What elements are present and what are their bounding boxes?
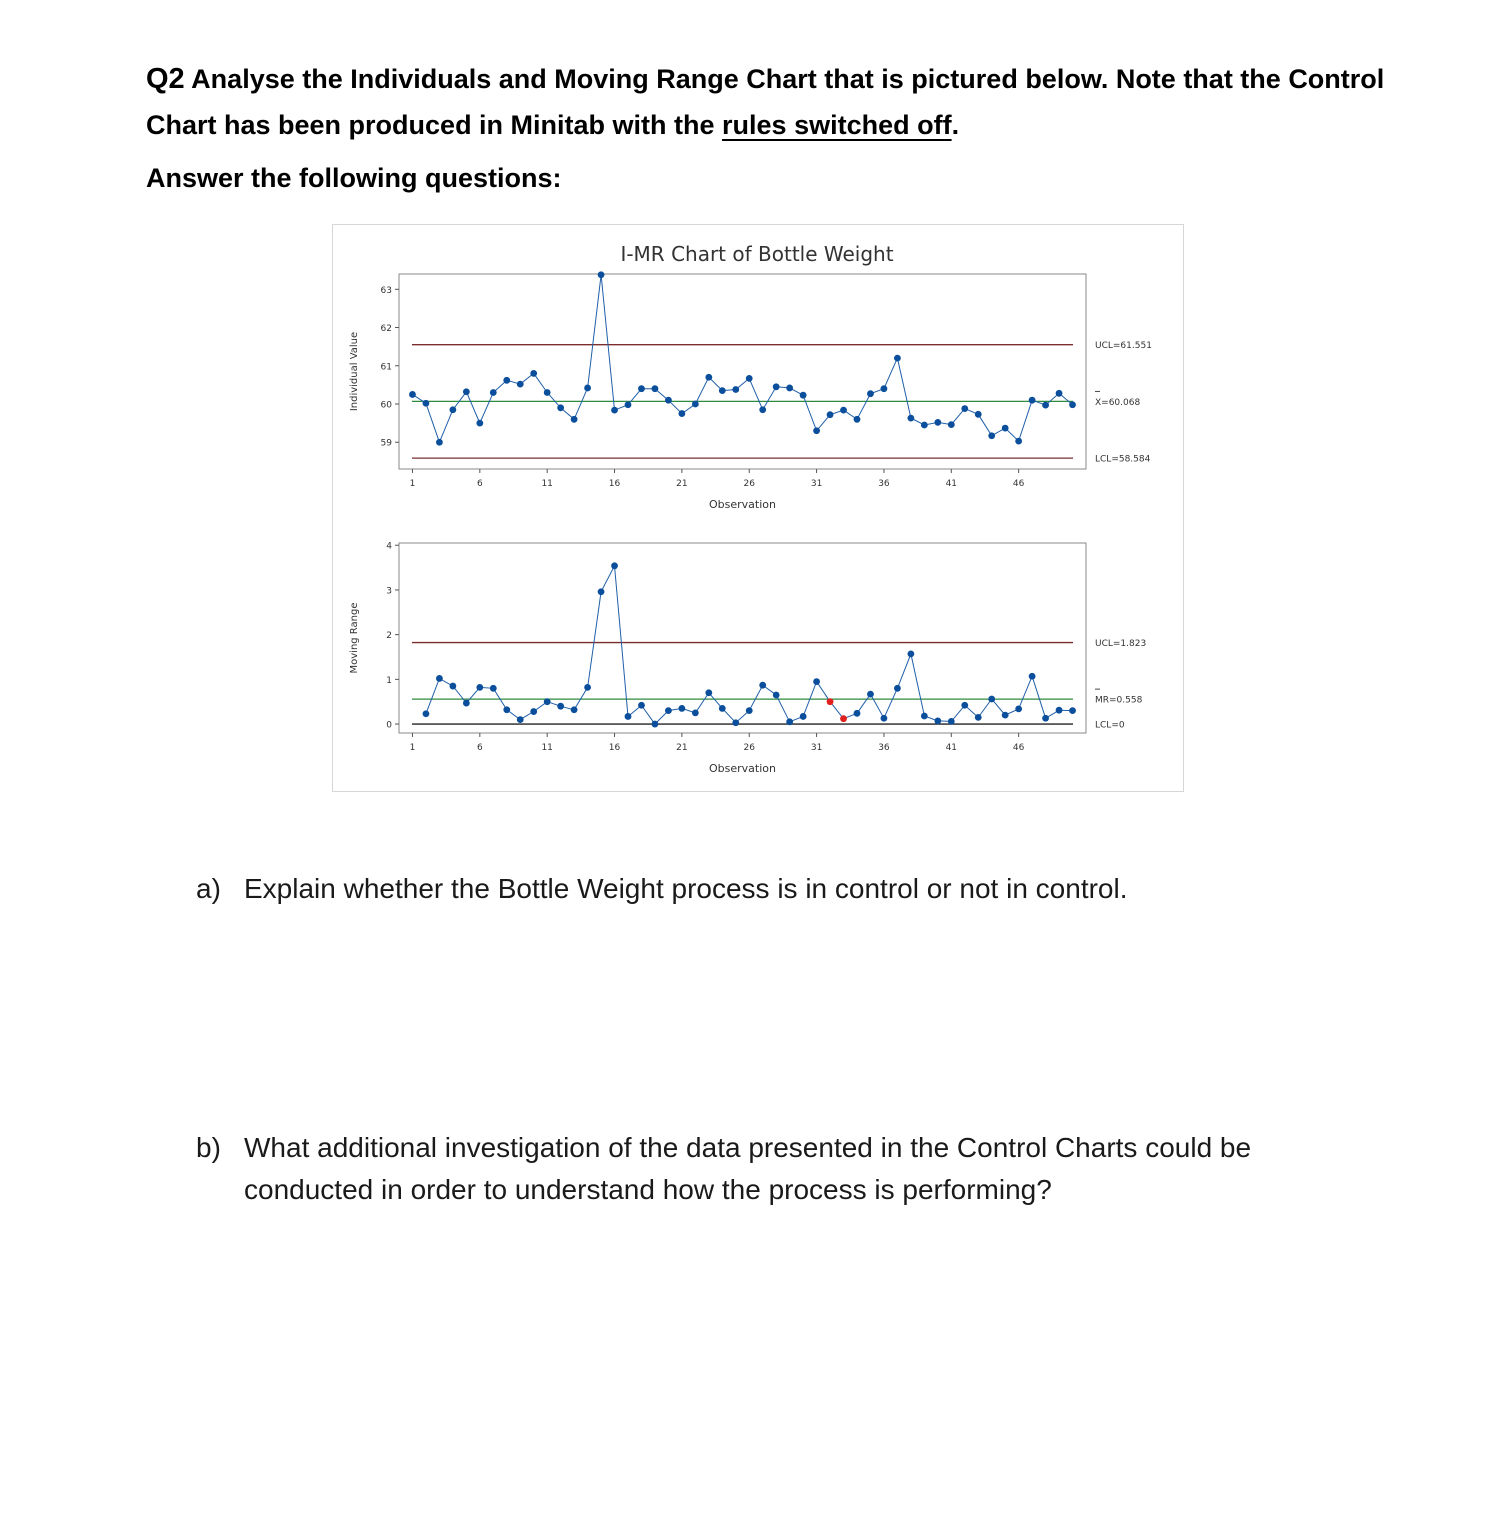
individuals-ytick-label: 61 [380, 362, 392, 373]
individuals-data-point [692, 401, 699, 408]
individuals-data-point [652, 385, 659, 392]
individuals-xtick-label: 6 [476, 479, 483, 489]
moving-range-data-point [1069, 707, 1076, 714]
individuals-data-point [988, 432, 995, 439]
question-a-text: Explain whether the Bottle Weight process is in control or not in control. [244, 873, 1128, 904]
moving-range-data-point [813, 678, 820, 685]
moving-range-xtick-label: 16 [608, 743, 621, 753]
moving-range-ytick-label: 4 [386, 541, 392, 552]
moving-range-data-point [557, 703, 564, 710]
individuals-ucl-label: UCL=61.551 [1095, 341, 1152, 352]
moving-range-data-point [503, 706, 510, 713]
moving-range-data-point [476, 684, 483, 691]
individuals-data-point [719, 387, 726, 394]
moving-range-xtick-label: 6 [476, 743, 483, 753]
chart-title: I-MR Chart of Bottle Weight [620, 242, 894, 266]
moving-range-xtick-label: 21 [676, 743, 688, 753]
question-b-text-line2: conducted in order to understand how the process is performing? [244, 1174, 1052, 1205]
individuals-data-point [746, 375, 753, 382]
individuals-xtick-label: 46 [1012, 479, 1025, 489]
moving-range-data-point [907, 650, 914, 657]
moving-range-data-point [921, 713, 928, 720]
moving-range-x-axis-label: Observation [709, 762, 776, 775]
individuals-data-point [611, 407, 618, 414]
individuals-data-point [544, 389, 551, 396]
individuals-data-point [961, 405, 968, 412]
moving-range-data-point [652, 721, 659, 728]
moving-range-data-point [449, 683, 456, 690]
imr-chart-svg [333, 225, 1183, 791]
individuals-xtick-label: 31 [810, 479, 823, 489]
moving-range-data-point [423, 710, 430, 717]
moving-range-highlighted-point [827, 698, 834, 705]
individuals-data-point [732, 386, 739, 393]
individuals-data-point [463, 388, 470, 395]
moving-range-data-point [1002, 712, 1009, 719]
moving-range-data-point [517, 716, 524, 723]
moving-range-xtick-label: 46 [1012, 743, 1025, 753]
moving-range-data-point [854, 710, 861, 717]
individuals-data-point [530, 370, 537, 377]
moving-range-ytick-label: 2 [386, 631, 392, 642]
moving-range-data-point [1015, 705, 1022, 712]
moving-range-ucl-label: UCL=1.823 [1095, 639, 1147, 650]
individuals-data-point [598, 271, 605, 278]
moving-range-data-point [759, 682, 766, 689]
individuals-center-label: X=60.068 [1095, 397, 1141, 408]
individuals-xtick-label: 1 [409, 479, 416, 489]
moving-range-data-point [705, 689, 712, 696]
individuals-data-point [759, 406, 766, 413]
individuals-data-point [678, 410, 685, 417]
moving-range-highlighted-point [840, 715, 847, 722]
individuals-data-point [705, 374, 712, 381]
individuals-data-point [867, 390, 874, 397]
moving-range-data-point [1056, 707, 1063, 714]
individuals-data-point [557, 404, 564, 411]
moving-range-data-point [800, 713, 807, 720]
moving-range-ytick-label: 0 [386, 720, 392, 731]
moving-range-data-point [894, 685, 901, 692]
individuals-data-point [571, 416, 578, 423]
individuals-data-point [1015, 438, 1022, 445]
moving-range-center-label: MR=0.558 [1095, 695, 1143, 706]
question-number: Q2 [146, 63, 185, 95]
underlined-phrase: rules switched off [722, 110, 952, 140]
individuals-data-point [665, 397, 672, 404]
moving-range-data-point [1029, 673, 1036, 680]
individuals-data-point [773, 383, 780, 390]
individuals-data-point [1042, 402, 1049, 409]
moving-range-data-point [463, 700, 470, 707]
moving-range-xtick-label: 11 [541, 743, 553, 753]
individuals-data-point [881, 385, 888, 392]
moving-range-lcl-label: LCL=0 [1095, 720, 1125, 731]
individuals-lcl-label: LCL=58.584 [1095, 454, 1151, 465]
question-a-label: a) [196, 873, 221, 904]
individuals-xtick-label: 16 [608, 479, 621, 489]
individuals-data-point [1002, 425, 1009, 432]
individuals-data-point [948, 421, 955, 428]
moving-range-data-point [611, 562, 618, 569]
moving-range-data-point [773, 692, 780, 699]
instruction-heading: Answer the following questions: [146, 163, 562, 193]
individuals-xtick-label: 36 [878, 479, 890, 489]
individuals-data-point [423, 400, 430, 407]
individuals-data-point [786, 385, 793, 392]
moving-range-data-point [719, 705, 726, 712]
individuals-data-point [436, 439, 443, 446]
moving-range-data-point [571, 706, 578, 713]
individuals-ytick-label: 63 [380, 285, 392, 296]
individuals-xtick-label: 26 [743, 479, 755, 489]
moving-range-data-point [988, 696, 995, 703]
individuals-xtick-label: 21 [676, 479, 688, 489]
individuals-data-point [584, 385, 591, 392]
moving-range-data-point [530, 708, 537, 715]
moving-range-plot-frame [399, 543, 1086, 733]
moving-range-data-point [746, 707, 753, 714]
moving-range-series-line [426, 566, 1073, 724]
moving-range-ytick-label: 3 [386, 586, 392, 597]
individuals-panel [349, 271, 1152, 511]
question-intro-text: Analyse the Individuals and Moving Range Chart that is pictured below. Note that the Control Chart has been produced in Minitab with the [146, 64, 1385, 140]
moving-range-data-point [948, 718, 955, 725]
individuals-data-point [840, 407, 847, 414]
moving-range-data-point [490, 685, 497, 692]
moving-range-data-point [1042, 715, 1049, 722]
moving-range-panel [349, 542, 1146, 775]
moving-range-data-point [598, 588, 605, 595]
moving-range-xtick-label: 26 [743, 743, 755, 753]
moving-range-data-point [786, 718, 793, 725]
question-b-label: b) [196, 1132, 221, 1163]
individuals-data-point [625, 401, 632, 408]
moving-range-data-point [638, 702, 645, 709]
question-header [146, 56, 1396, 148]
question-b-text-line1: What additional investigation of the data presented in the Control Charts could be [244, 1132, 1252, 1163]
moving-range-data-point [732, 719, 739, 726]
individuals-plot-frame [399, 274, 1086, 469]
individuals-ytick-label: 62 [380, 324, 392, 335]
question-end-punct: . [951, 110, 960, 140]
individuals-data-point [921, 422, 928, 429]
individuals-data-point [827, 411, 834, 418]
individuals-data-point [490, 389, 497, 396]
individuals-data-point [1056, 390, 1063, 397]
moving-range-data-point [584, 684, 591, 691]
moving-range-data-point [436, 675, 443, 682]
individuals-xtick-label: 41 [945, 479, 958, 489]
individuals-series-line [413, 275, 1073, 442]
moving-range-y-axis-label: Moving Range [349, 602, 360, 674]
individuals-data-point [907, 415, 914, 422]
individuals-data-point [449, 406, 456, 413]
moving-range-data-point [881, 715, 888, 722]
individuals-data-point [975, 411, 982, 418]
individuals-data-point [854, 416, 861, 423]
individuals-ytick-label: 60 [380, 400, 392, 411]
moving-range-data-point [934, 718, 941, 725]
moving-range-xtick-label: 1 [409, 743, 416, 753]
individuals-data-point [1069, 401, 1076, 408]
individuals-ytick-label: 59 [380, 438, 392, 449]
individuals-y-axis-label: Individual Value [349, 331, 360, 412]
moving-range-data-point [867, 691, 874, 698]
moving-range-data-point [544, 698, 551, 705]
moving-range-data-point [665, 707, 672, 714]
moving-range-ytick-label: 1 [386, 675, 392, 686]
moving-range-xtick-label: 41 [945, 743, 958, 753]
moving-range-data-point [975, 714, 982, 721]
individuals-data-point [476, 420, 483, 427]
individuals-x-axis-label: Observation [709, 498, 776, 511]
individuals-data-point [813, 427, 820, 434]
individuals-data-point [800, 392, 807, 399]
individuals-data-point [638, 385, 645, 392]
moving-range-xtick-label: 31 [810, 743, 823, 753]
individuals-data-point [894, 355, 901, 362]
individuals-data-point [1029, 397, 1036, 404]
moving-range-data-point [678, 705, 685, 712]
moving-range-data-point [961, 702, 968, 709]
individuals-data-point [517, 381, 524, 388]
individuals-data-point [503, 377, 510, 384]
moving-range-xtick-label: 36 [878, 743, 890, 753]
individuals-xtick-label: 11 [541, 479, 553, 489]
moving-range-data-point [625, 713, 632, 720]
moving-range-data-point [692, 709, 699, 716]
individuals-data-point [409, 391, 416, 398]
individuals-data-point [934, 419, 941, 426]
imr-chart [332, 224, 1184, 792]
